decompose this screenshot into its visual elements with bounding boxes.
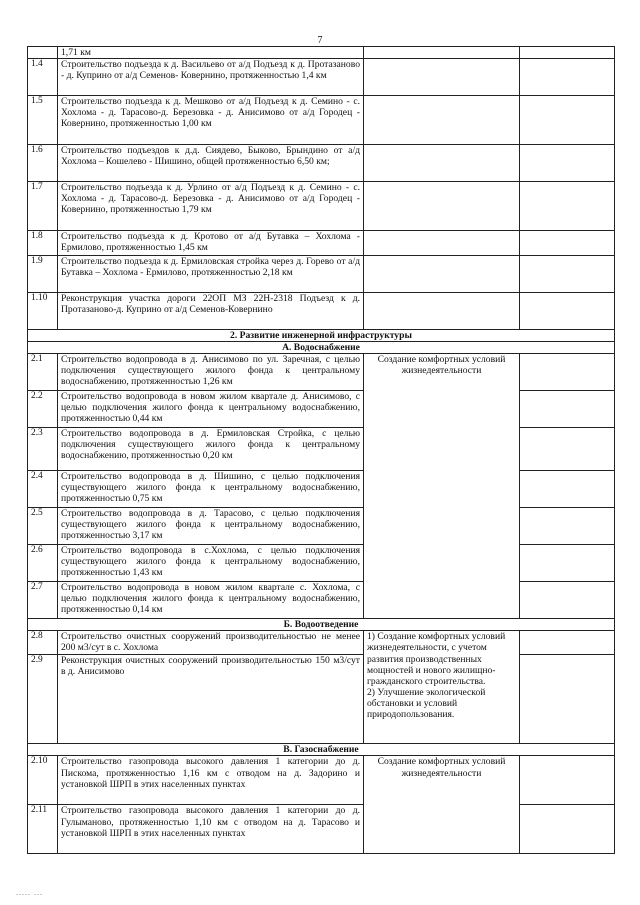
extra-cell bbox=[520, 182, 615, 231]
footer-mark: ..... ... bbox=[16, 888, 43, 897]
row-text: Строительство водопровода в с.Хохлома, с целью подключения существующего жилого фонда к центральному водоснабжению, протяженностью 1,43 км bbox=[58, 545, 364, 582]
row-number: 2.1 bbox=[28, 354, 58, 391]
row-text: Строительство газопровода высокого давления 1 категории до д. Гулыманово, протяженностью 1,10 км с отводом на д. Тарасово и установкой ШРП в этих населенных пунктах bbox=[58, 805, 364, 854]
result-cell bbox=[364, 59, 520, 96]
table-row bbox=[28, 354, 615, 391]
row-number: 1.4 bbox=[28, 59, 58, 96]
section-header-row bbox=[28, 330, 615, 342]
row-number: 1.8 bbox=[28, 231, 58, 256]
row-number: 2.2 bbox=[28, 391, 58, 428]
subsection-header-row bbox=[28, 619, 615, 631]
row-number: 2.11 bbox=[28, 805, 58, 854]
extra-cell bbox=[520, 582, 615, 619]
row-text: Строительство очистных сооружений производительностью не менее 200 м3/сут в с. Хохлома bbox=[58, 631, 364, 655]
extra-cell bbox=[520, 508, 615, 545]
extra-cell bbox=[520, 471, 615, 508]
extra-cell bbox=[520, 631, 615, 655]
row-number: 1.9 bbox=[28, 256, 58, 293]
extra-cell bbox=[520, 293, 615, 330]
row-number: 1.5 bbox=[28, 96, 58, 145]
extra-cell bbox=[520, 47, 615, 59]
row-text: Реконструкция очистных сооружений производительностью 150 м3/сут в д. Анисимово bbox=[58, 655, 364, 744]
row-text: Строительство подъездов к д.д. Сиядево, Быково, Брындино от а/д Хохлома – Кошелево - Шишино, общей протяженностью 6,50 км; bbox=[58, 145, 364, 182]
row-text: Строительство водопровода в д. Анисимово по ул. Заречная, с целью подключения существующего жилого фонда к центральному водоснабжению, протяженностью 1,26 км bbox=[58, 354, 364, 391]
row-text: Реконструкция участка дороги 22ОП МЗ 22Н-2318 Подъезд к д. Протазаново-д. Куприно от а/д Семенов-Ковернино bbox=[58, 293, 364, 330]
extra-cell bbox=[520, 256, 615, 293]
table-row bbox=[28, 631, 615, 655]
extra-cell bbox=[520, 756, 615, 805]
row-text: Строительство водопровода в новом жилом квартале д. Анисимово, с целью подключения жилого фонда к центральному водоснабжению, протяженностью 0,44 км bbox=[58, 391, 364, 428]
row-number bbox=[28, 47, 58, 59]
table-row bbox=[28, 655, 615, 744]
subsection-header-row bbox=[28, 744, 615, 756]
row-number: 1.6 bbox=[28, 145, 58, 182]
result-cell bbox=[364, 96, 520, 145]
sewer-result-2: 2) Улучшение экологической обстановки и условий природопользования. bbox=[367, 686, 486, 721]
row-text: 1,71 км bbox=[58, 47, 364, 59]
extra-cell bbox=[520, 59, 615, 96]
table-row bbox=[28, 59, 615, 96]
table-row bbox=[28, 582, 615, 619]
row-number: 1.10 bbox=[28, 293, 58, 330]
row-text: Строительство подъезда к д. Урлино от а/д Подъезд к д. Семино - с. Хохлома - д. Тарасово-д. Березовка - д. Анисимово от а/д Городец - Ковернино, протяженностью 1,79 км bbox=[58, 182, 364, 231]
table-row bbox=[28, 96, 615, 145]
subsection-header-row bbox=[28, 342, 615, 354]
table-row bbox=[28, 231, 615, 256]
result-cell bbox=[364, 256, 520, 293]
extra-cell bbox=[520, 145, 615, 182]
subsection-title-sewer: Б. Водоотведение bbox=[28, 619, 615, 631]
page-number: 7 bbox=[317, 35, 323, 46]
result-cell bbox=[364, 293, 520, 330]
extra-cell bbox=[520, 354, 615, 391]
table-row bbox=[28, 545, 615, 582]
row-text: Строительство водопровода в д. Тарасово, с целью подключения существующего жилого фонда к центральному водоснабжению, протяженностью 3,17 км bbox=[58, 508, 364, 545]
table-row bbox=[28, 182, 615, 231]
row-text: Строительство водопровода в д. Шишино, с целью подключения существующего жилого фонда к центральному водоснабжению, протяженностью 0,75 км bbox=[58, 471, 364, 508]
result-cell bbox=[364, 47, 520, 59]
row-text: Строительство газопровода высокого давления 1 категории до д. Пискома, протяженностью 1,16 км с отводом на д. Задорино и установкой ШРП в этих населенных пунктах bbox=[58, 756, 364, 805]
result-cell bbox=[364, 182, 520, 231]
table-row bbox=[28, 256, 615, 293]
sewer-result-cell bbox=[364, 631, 520, 744]
row-number: 2.4 bbox=[28, 471, 58, 508]
section-title: 2. Развитие инженерной инфраструктуры bbox=[28, 330, 615, 342]
gas-result-cell: Создание комфортных условий жизнедеятельности bbox=[364, 756, 520, 854]
row-number: 2.10 bbox=[28, 756, 58, 805]
table-row bbox=[28, 293, 615, 330]
row-number: 2.5 bbox=[28, 508, 58, 545]
row-text: Строительство водопровода в новом жилом квартале с. Хохлома, с целью подключения жилого фонда к центральному водоснабжению, протяженностью 0,14 км bbox=[58, 582, 364, 619]
table-row bbox=[28, 805, 615, 854]
subsection-title-gas: В. Газоснабжение bbox=[28, 744, 615, 756]
row-number: 2.7 bbox=[28, 582, 58, 619]
extra-cell bbox=[520, 805, 615, 854]
subsection-title-water: А. Водоснабжение bbox=[28, 342, 615, 354]
row-number: 2.8 bbox=[28, 631, 58, 655]
extra-cell bbox=[520, 428, 615, 471]
table-row bbox=[28, 508, 615, 545]
water-result-cell: Создание комфортных условий жизнедеятельности bbox=[364, 354, 520, 619]
row-number: 2.3 bbox=[28, 428, 58, 471]
row-text: Строительство подъезда к д. Мешково от а/д Подъезд к д. Семино - с. Хохлома - д. Тарасово-д. Березовка - д. Анисимово от а/д Городец - Ковернино, протяженностью 1,00 км bbox=[58, 96, 364, 145]
table-row bbox=[28, 145, 615, 182]
table-row bbox=[28, 428, 615, 471]
extra-cell bbox=[520, 545, 615, 582]
row-number: 2.6 bbox=[28, 545, 58, 582]
row-text: Строительство подъезда к д. Ермиловская стройка через д. Горево от а/д Бутавка – Хохлома - Ермилово, протяженностью 2,18 км bbox=[58, 256, 364, 293]
table-row bbox=[28, 47, 615, 59]
extra-cell bbox=[520, 391, 615, 428]
extra-cell bbox=[520, 231, 615, 256]
row-number: 1.7 bbox=[28, 182, 58, 231]
sewer-result-1: 1) Создание комфортных условий жизнедеятельности, с учетом развития производственных мощностей и нового жилищно-гражданского строительства. bbox=[367, 631, 506, 687]
extra-cell bbox=[520, 655, 615, 744]
row-text: Строительство водопровода в д. Ермиловская Стройка, с целью подключения существующего жилого фонда к центральному водоснабжению, протяженностью 0,20 км bbox=[58, 428, 364, 471]
row-text: Строительство подъезда к д. Васильево от а/д Подъезд к д. Протазаново - д. Куприно от а/д Семенов- Ковернино, протяженностью 1,4 км bbox=[58, 59, 364, 96]
table-row bbox=[28, 756, 615, 805]
result-cell bbox=[364, 231, 520, 256]
row-text: Строительство подъезда к д. Кротово от а/д Бутавка – Хохлома - Ермилово, протяженностью 1,45 км bbox=[58, 231, 364, 256]
result-cell bbox=[364, 145, 520, 182]
table-row bbox=[28, 391, 615, 428]
row-number: 2.9 bbox=[28, 655, 58, 744]
table-row bbox=[28, 471, 615, 508]
extra-cell bbox=[520, 96, 615, 145]
program-table bbox=[27, 46, 615, 854]
